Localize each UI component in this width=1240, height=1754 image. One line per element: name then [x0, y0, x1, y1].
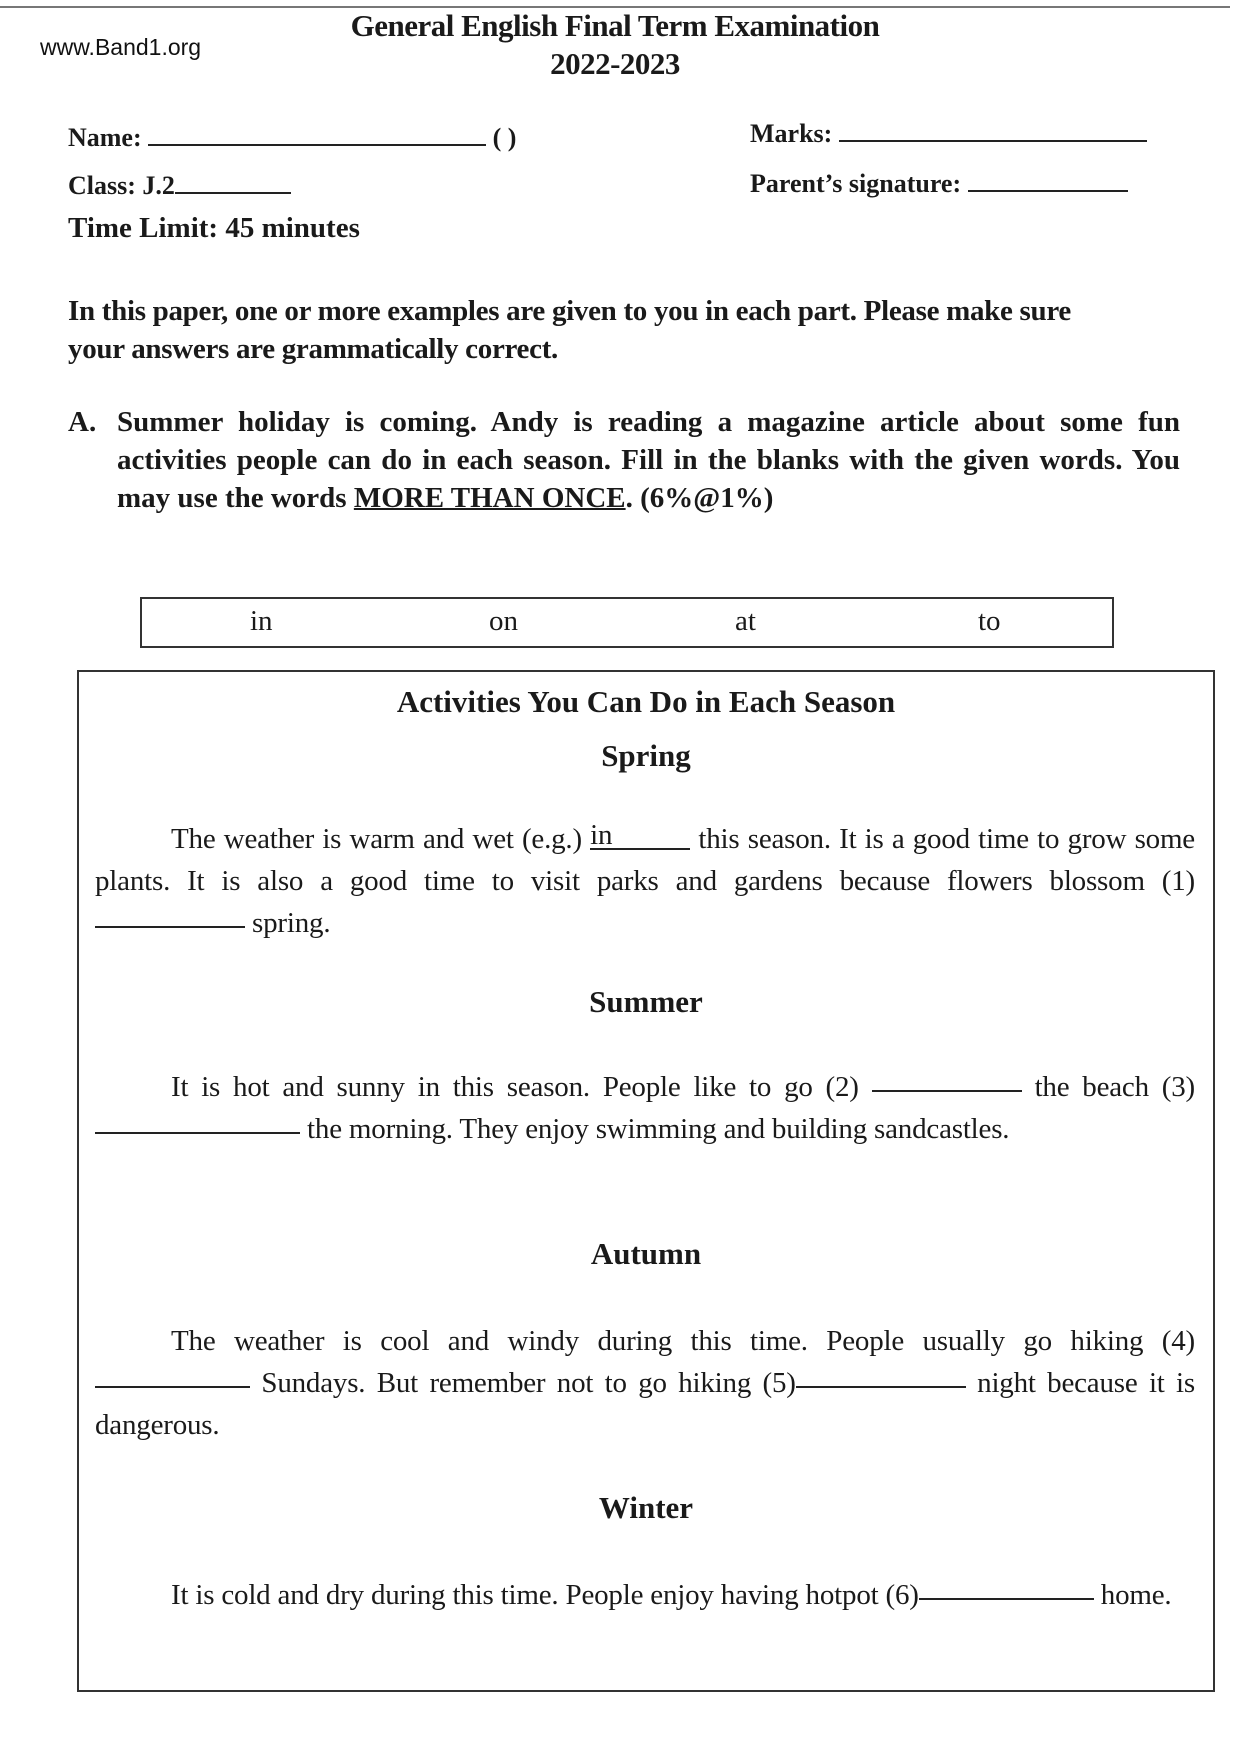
blank-1[interactable]	[95, 926, 245, 928]
name-label: Name:	[68, 123, 142, 152]
spring-paragraph	[95, 818, 1195, 944]
example-answer: in	[590, 822, 690, 850]
summer-paragraph	[95, 1066, 1195, 1150]
paragraph-text: home.	[1093, 1579, 1172, 1611]
paragraph-text: It is cold and dry during this time. People enjoy having hotpot (6)	[171, 1579, 919, 1611]
paragraph-text: this season. It is a good time to grow some plants. It is also a good time to visit parks and gardens because flowers blossom (1)	[95, 823, 1195, 897]
section-heading-spring: Spring	[601, 738, 691, 773]
paragraph-text: The weather is cool and windy during this time. People usually go hiking (4)	[171, 1325, 1195, 1357]
paragraph-text: Sundays. But remember not to go hiking (5)	[250, 1367, 796, 1399]
marks-blank[interactable]	[839, 118, 1147, 142]
blank-6[interactable]	[919, 1598, 1094, 1600]
paragraph-text: spring.	[245, 907, 331, 939]
blank-4[interactable]	[95, 1386, 250, 1388]
question-marks: . (6%@1%)	[625, 482, 774, 514]
watermark: www.Band1.org	[40, 34, 202, 60]
class-label: Class: J.2	[68, 171, 175, 200]
name-field[interactable]	[68, 122, 516, 153]
marks-label: Marks:	[750, 119, 833, 148]
paragraph-text: night because it is dangerous.	[95, 1367, 1195, 1441]
blank-2[interactable]	[872, 1090, 1022, 1092]
parent-signature-blank[interactable]	[968, 168, 1128, 192]
parent-signature-field[interactable]	[750, 168, 1128, 199]
section-heading-autumn: Autumn	[590, 1236, 702, 1271]
class-blank[interactable]	[175, 170, 291, 194]
marks-field[interactable]	[750, 118, 1147, 149]
question-emphasis: MORE THAN ONCE	[353, 482, 626, 514]
paragraph-text: It is hot and sunny in this season. People like to go (2)	[171, 1071, 872, 1103]
word-bank-item: at	[735, 605, 756, 637]
article-title: Activities You Can Do in Each Season	[396, 684, 896, 719]
question-a	[68, 403, 1180, 517]
winter-paragraph	[95, 1574, 1195, 1616]
paragraph-text: The weather is warm and wet (e.g.)	[171, 823, 591, 855]
name-blank[interactable]	[148, 122, 486, 146]
time-limit: Time Limit: 45 minutes	[68, 212, 360, 244]
word-bank	[140, 597, 1114, 648]
word-bank-item: in	[250, 605, 273, 637]
article-box	[77, 670, 1215, 1692]
autumn-paragraph	[95, 1320, 1195, 1446]
exam-title: General English Final Term Examination	[350, 8, 880, 43]
section-heading-winter: Winter	[598, 1490, 694, 1525]
parent-signature-label: Parent’s signature:	[750, 169, 962, 198]
class-number-paren: ( )	[492, 123, 517, 152]
exam-year: 2022-2023	[550, 46, 680, 81]
blank-5[interactable]	[796, 1386, 966, 1388]
paragraph-text: the beach (3)	[1021, 1071, 1196, 1103]
blank-3[interactable]	[95, 1132, 300, 1134]
paragraph-text: the morning. They enjoy swimming and building sandcastles.	[300, 1113, 1010, 1145]
word-bank-item: on	[489, 605, 518, 637]
question-label: A.	[68, 406, 97, 438]
section-heading-summer: Summer	[589, 984, 703, 1019]
word-bank-item: to	[978, 605, 1001, 637]
class-field[interactable]	[68, 170, 291, 201]
question-text: Summer holiday is coming. Andy is reading a magazine article about some fun activities people can do in each season. Fill in the blanks with the given words. You may use the words	[117, 406, 1180, 514]
instructions: In this paper, one or more examples are given to you in each part. Please make sure your answers are grammatically correct.	[68, 295, 1071, 365]
